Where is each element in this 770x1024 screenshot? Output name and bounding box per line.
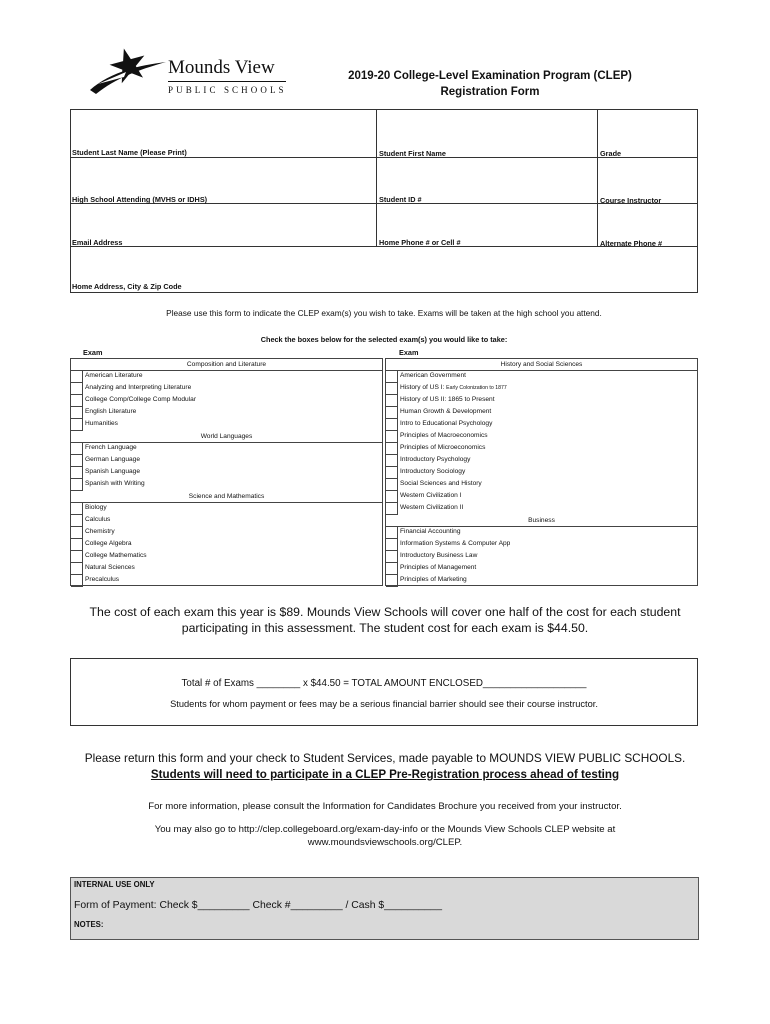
exam-name: French Language xyxy=(85,444,137,451)
exam-name: Western Civilization II xyxy=(400,504,464,511)
pre-registration-notice: Students will need to participate in a CLEP Pre-Registration process ahead of testing xyxy=(150,768,620,781)
exam-label xyxy=(400,528,460,535)
district-logo xyxy=(88,44,288,96)
exam-name: Social Sciences and History xyxy=(400,480,482,487)
exam-checkbox[interactable] xyxy=(71,527,83,539)
exam-name: Chemistry xyxy=(85,528,115,535)
exam-name: Western Civilization I xyxy=(400,492,462,499)
total-amount-line[interactable]: Total # of Exams ________ x $44.50 = TOTAL AMOUNT ENCLOSED___________________ xyxy=(181,678,587,689)
exam-checkbox[interactable] xyxy=(386,407,398,419)
exam-checkbox[interactable] xyxy=(71,395,83,407)
exam-name: Introductory Business Law xyxy=(400,552,478,559)
star-swoosh-icon xyxy=(88,44,168,96)
exam-checkbox[interactable] xyxy=(386,383,398,395)
exam-checkbox[interactable] xyxy=(71,503,83,515)
exam-name: History of US I: xyxy=(400,384,447,391)
exam-name: Biology xyxy=(85,504,107,511)
exam-name: English Literature xyxy=(85,408,137,415)
exam-checkbox[interactable] xyxy=(386,455,398,467)
alternate-phone-field[interactable]: Alternate Phone # xyxy=(600,239,663,248)
exam-checkbox[interactable] xyxy=(71,539,83,551)
left-exam-row xyxy=(71,479,382,491)
exam-name: Principles of Microeconomics xyxy=(400,444,486,451)
right-exam-row xyxy=(386,539,697,551)
total-box xyxy=(70,658,698,726)
exam-name: College Algebra xyxy=(85,540,132,547)
exam-label xyxy=(85,384,191,391)
right-exam-col-label: Exam xyxy=(399,348,419,357)
return-instructions: Please return this form and your check to Student Services, made payable to MOUNDS VIEW PUBLIC SCHOOLS. xyxy=(84,751,686,765)
high-school-field[interactable]: High School Attending (MVHS or IDHS) xyxy=(72,195,208,204)
right-exam-row xyxy=(386,527,697,539)
logo-subtitle: PUBLIC SCHOOLS xyxy=(168,85,287,95)
right-exam-row xyxy=(386,563,697,575)
exam-name: College Comp/College Comp Modular xyxy=(85,396,197,403)
exam-checkbox[interactable] xyxy=(71,575,83,587)
exam-label xyxy=(85,516,110,523)
exam-label xyxy=(85,456,140,463)
exam-label xyxy=(400,432,488,439)
exam-label xyxy=(85,420,118,427)
exam-name: Introductory Psychology xyxy=(400,456,471,463)
left-exam-row xyxy=(71,407,382,419)
exam-label xyxy=(400,576,467,583)
exam-checkbox[interactable] xyxy=(71,551,83,563)
notes-label: NOTES: xyxy=(74,920,104,929)
exam-name: College Mathematics xyxy=(85,552,147,559)
home-address-field[interactable]: Home Address, City & Zip Code xyxy=(72,282,182,291)
exam-checkbox[interactable] xyxy=(71,455,83,467)
exam-name: Principles of Marketing xyxy=(400,576,467,583)
exam-checkbox[interactable] xyxy=(386,419,398,431)
internal-use-title: INTERNAL USE ONLY xyxy=(74,880,155,889)
exam-label xyxy=(400,480,482,487)
exam-checkbox[interactable] xyxy=(386,491,398,503)
right-category-header: Business xyxy=(386,515,697,527)
exam-checkbox[interactable] xyxy=(71,407,83,419)
exam-checkbox[interactable] xyxy=(71,563,83,575)
exam-checkbox[interactable] xyxy=(386,431,398,443)
left-exam-row xyxy=(71,455,382,467)
right-category-header: History and Social Sciences xyxy=(386,359,697,371)
exam-label xyxy=(85,564,135,571)
exam-name: Precalculus xyxy=(85,576,120,583)
exam-checkbox[interactable] xyxy=(386,575,398,587)
exam-checkbox[interactable] xyxy=(386,395,398,407)
web-info-line1: You may also go to http://clep.collegeboard.org/exam-day-info or the Mounds View Schools CLEP website at xyxy=(154,824,616,835)
web-info-line2: www.moundsviewschools.org/CLEP. xyxy=(307,837,463,848)
grade-field[interactable]: Grade xyxy=(600,149,622,158)
exam-name: Financial Accounting xyxy=(400,528,461,535)
right-exam-row xyxy=(386,395,697,407)
left-exam-row xyxy=(71,443,382,455)
instructions-text: Please use this form to indicate the CLEP exam(s) you wish to take. Exams will be taken at the high school you attend. xyxy=(166,308,602,318)
cost-line2: participating in this assessment. The student cost for each exam is $44.50. xyxy=(181,621,589,635)
exam-checkbox[interactable] xyxy=(386,503,398,515)
exam-name: Human Growth & Development xyxy=(400,408,492,415)
exam-checkbox[interactable] xyxy=(386,479,398,491)
exam-checkbox[interactable] xyxy=(386,563,398,575)
right-exam-row xyxy=(386,479,697,491)
exam-label xyxy=(400,372,466,379)
exam-label xyxy=(400,408,491,415)
left-category-header: Science and Mathematics xyxy=(71,491,382,503)
left-exam-row xyxy=(71,539,382,551)
exam-label xyxy=(85,408,136,415)
exam-name: Calculus xyxy=(85,516,111,523)
left-exam-col-label: Exam xyxy=(83,348,103,357)
right-exam-row xyxy=(386,503,697,515)
exam-label xyxy=(85,576,119,583)
exam-label xyxy=(400,540,510,547)
exam-label xyxy=(400,456,470,463)
right-exam-row xyxy=(386,371,697,383)
left-exam-row xyxy=(71,383,382,395)
logo-divider xyxy=(168,81,286,82)
email-field[interactable]: Email Address xyxy=(72,238,123,247)
left-exam-row xyxy=(71,575,382,587)
exam-checkbox[interactable] xyxy=(386,527,398,539)
exam-checkbox[interactable] xyxy=(386,371,398,383)
web-info-text xyxy=(60,823,710,849)
exam-name: Information Systems & Computer App xyxy=(400,540,511,547)
exam-name: History of US II: 1865 to Present xyxy=(400,396,495,403)
right-exam-row xyxy=(386,467,697,479)
exam-checkbox[interactable] xyxy=(71,371,83,383)
logo-title: Mounds View xyxy=(168,57,275,78)
exam-checkbox[interactable] xyxy=(71,419,83,431)
exam-label xyxy=(400,504,463,511)
exam-label xyxy=(400,552,477,559)
exam-label xyxy=(85,540,132,547)
exam-name: Analyzing and Interpreting Literature xyxy=(85,384,192,391)
exam-name: Spanish Language xyxy=(85,468,140,475)
cost-text xyxy=(60,604,710,636)
home-phone-field[interactable]: Home Phone # or Cell # xyxy=(379,238,461,247)
more-info-text: For more information, please consult the Information for Candidates Brochure you received from your instructor. xyxy=(148,801,622,812)
left-exam-row xyxy=(71,563,382,575)
last-name-field[interactable]: Student Last Name (Please Print) xyxy=(72,148,187,157)
exam-label xyxy=(400,468,465,475)
form-title-line1: 2019-20 College-Level Examination Program (CLEP) xyxy=(348,70,632,82)
right-exam-row xyxy=(386,551,697,563)
exam-date-range: Early Colonization to 1877 xyxy=(446,385,507,391)
internal-use-box xyxy=(70,877,699,940)
exam-checkbox[interactable] xyxy=(386,539,398,551)
left-exam-row xyxy=(71,371,382,383)
exam-label xyxy=(400,564,476,571)
exam-label xyxy=(85,444,137,451)
left-exam-row xyxy=(71,515,382,527)
exam-checkbox[interactable] xyxy=(71,515,83,527)
exam-label xyxy=(400,492,461,499)
exam-checkbox[interactable] xyxy=(71,443,83,455)
right-exam-row xyxy=(386,431,697,443)
financial-barrier-note: Students for whom payment or fees may be a serious financial barrier should see their course instructor. xyxy=(170,699,598,709)
exam-name: American Literature xyxy=(85,372,143,379)
check-heading: Check the boxes below for the selected exam(s) you would like to take: xyxy=(260,335,508,344)
left-exam-row xyxy=(71,395,382,407)
exam-name: Intro to Educational Psychology xyxy=(400,420,493,427)
exam-checkbox[interactable] xyxy=(71,467,83,479)
right-exam-row xyxy=(386,455,697,467)
right-exam-row xyxy=(386,575,697,587)
first-name-field[interactable]: Student First Name xyxy=(379,149,446,158)
form-title-line2: Registration Form xyxy=(440,86,540,98)
right-exam-row xyxy=(386,419,697,431)
left-exam-row xyxy=(71,527,382,539)
left-category-header: World Languages xyxy=(71,431,382,443)
left-exam-row xyxy=(71,467,382,479)
student-id-field[interactable]: Student ID # xyxy=(379,195,422,204)
exam-name: American Government xyxy=(400,372,466,379)
left-exam-row xyxy=(71,419,382,431)
payment-form-line[interactable]: Form of Payment: Check $_________ Check #_________ / Cash $__________ xyxy=(74,900,442,911)
exam-label xyxy=(400,396,495,403)
right-exam-row xyxy=(386,443,697,455)
exam-checkbox[interactable] xyxy=(386,443,398,455)
left-exam-row xyxy=(71,551,382,563)
exam-name: Natural Sciences xyxy=(85,564,135,571)
exam-label xyxy=(85,372,143,379)
right-exam-row xyxy=(386,383,697,395)
exam-name: Spanish with Writing xyxy=(85,480,145,487)
exam-name: Introductory Sociology xyxy=(400,468,466,475)
exam-checkbox[interactable] xyxy=(386,551,398,563)
exam-label xyxy=(400,384,507,391)
exam-label xyxy=(85,480,145,487)
right-exam-row xyxy=(386,491,697,503)
course-instructor-field[interactable]: Course Instructor xyxy=(600,196,662,205)
exam-label xyxy=(85,396,196,403)
right-exam-table xyxy=(385,358,698,586)
exam-label xyxy=(85,552,147,559)
exam-label xyxy=(85,528,115,535)
exam-label xyxy=(85,468,140,475)
cost-line1: The cost of each exam this year is $89. Mounds View Schools will cover one half of the cost for each student xyxy=(89,605,681,619)
student-info-grid xyxy=(70,109,698,293)
exam-checkbox[interactable] xyxy=(71,479,83,491)
exam-name: Humanities xyxy=(85,420,118,427)
exam-checkbox[interactable] xyxy=(71,383,83,395)
left-exam-table xyxy=(70,358,383,586)
exam-name: Principles of Management xyxy=(400,564,477,571)
exam-checkbox[interactable] xyxy=(386,467,398,479)
exam-name: German Language xyxy=(85,456,140,463)
form-title xyxy=(330,68,650,100)
left-exam-row xyxy=(71,503,382,515)
exam-label xyxy=(400,420,492,427)
exam-label xyxy=(400,444,485,451)
left-category-header: Composition and Literature xyxy=(71,359,382,371)
exam-label xyxy=(85,504,107,511)
exam-name: Principles of Macroeconomics xyxy=(400,432,488,439)
right-exam-row xyxy=(386,407,697,419)
